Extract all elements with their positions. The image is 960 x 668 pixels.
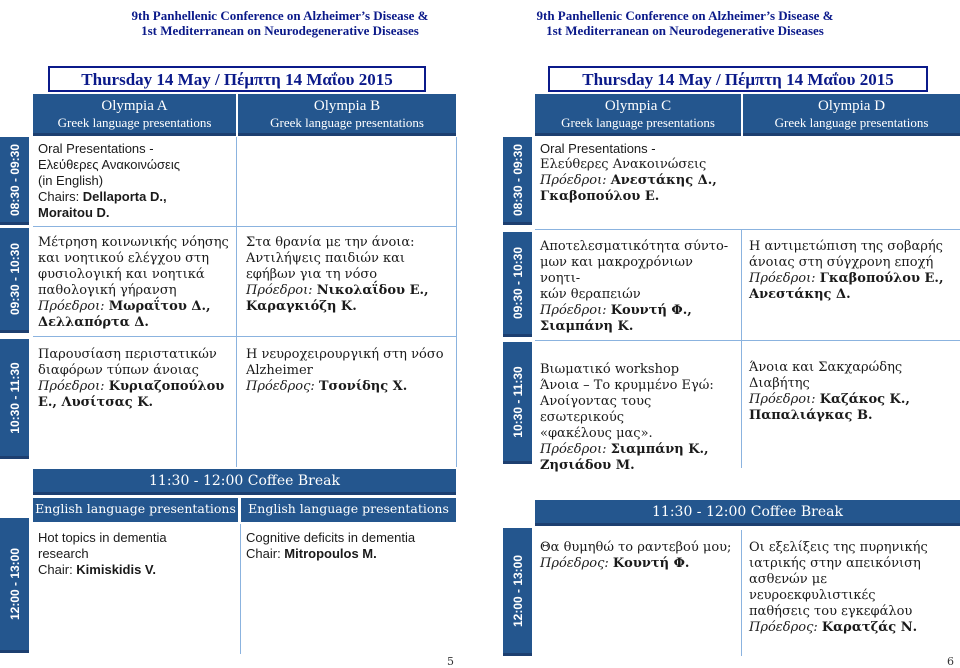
session-oral-presentations-english (33, 139, 235, 225)
day-header-right: Thursday 14 May / Πέμπτη 14 Μαΐου 2015 (548, 66, 928, 92)
chair-label: Πρόεδρος: (749, 620, 822, 635)
time-slot-0930 (503, 232, 532, 337)
session-title: Oral Presentations - (540, 141, 656, 156)
session-title: Άνοια – Το κρυμμένο Εγώ: (540, 378, 714, 393)
chair-names: Ανεστάκης Δ. (749, 287, 851, 302)
chair-label: Chairs: (38, 189, 83, 204)
session-title: και νοητικού ελέγχου στη (38, 251, 209, 266)
time-label: 10:30 - 11:30 (510, 365, 525, 438)
time-label: 12:00 - 13:00 (510, 554, 525, 627)
room-name: Olympia B (313, 98, 381, 114)
session-dementia-diabetes (744, 358, 960, 463)
day-header-left: Thursday 14 May / Πέμπτη 14 Μαΐου 2015 (48, 66, 426, 92)
time-label: 08:30 - 09:30 (510, 143, 525, 216)
chair-names: Καρατζάς Ν. (821, 620, 918, 635)
session-cognitive-therapies (535, 237, 740, 337)
session-title: Η νευροχειρουργική στη νόσο (246, 347, 444, 362)
session-title: ιατρικής στην απεικόνιση (749, 556, 921, 571)
chair-names: Moraitou D. (38, 205, 110, 220)
chair-names: Καραγκιόζη Κ. (246, 299, 357, 314)
session-title: Alzheimer (246, 363, 313, 378)
room-name: Olympia A (101, 98, 168, 114)
coffee-break-left: 11:30 - 12:00 Coffee Break (33, 469, 456, 495)
chair-names: Dellaporta D., (82, 189, 167, 204)
session-title: Μέτρηση κοινωνικής νόησης (38, 235, 229, 250)
session-severe-dementia (744, 237, 960, 337)
session-title: research (38, 546, 89, 561)
session-title: άνοιας στη σύγχρονη εποχή (749, 255, 934, 270)
session-title: κών θεραπειών (540, 287, 641, 302)
session-workshop (535, 360, 740, 473)
chair-names: Νικολαΐδου Ε., (316, 283, 429, 298)
time-slot-0830 (0, 137, 29, 225)
chair-names: Σιαμπάνη Κ. (540, 319, 634, 334)
session-title: «φακέλους μας». (540, 426, 653, 441)
chair-names: Γκαβοπούλου Ε. (540, 189, 660, 204)
conference-title-left (60, 8, 500, 38)
chair-label: Chair: (38, 562, 77, 577)
session-oral-presentations-greek (535, 139, 955, 227)
time-slot-1030 (503, 342, 532, 464)
time-label: 10:30 - 11:30 (7, 361, 22, 434)
session-title: φυσιολογική και νοητικά (38, 267, 205, 282)
chair-label: Chair: (246, 546, 285, 561)
grid-divider (236, 137, 237, 467)
session-dementia-school (241, 233, 455, 335)
session-title: Cognitive deficits in dementia (246, 530, 416, 545)
english-header-a: English language presentations (33, 498, 238, 522)
chair-names: Ανεστάκης Δ., (610, 173, 717, 188)
time-slot-1200 (0, 518, 29, 653)
chair-label: Πρόεδροι: (38, 379, 109, 394)
chair-label: Πρόεδροι: (540, 173, 611, 188)
chair-names: Παπαλιάγκας Β. (749, 408, 873, 423)
session-title: ασθενών με νευροεκφυλιστικές (749, 572, 876, 603)
chair-names: Σιαμπάνη Κ., (610, 442, 709, 457)
session-title: Άνοια και Σακχαρώδης (749, 360, 903, 375)
grid-divider (535, 340, 960, 341)
room-header-olympia-d (743, 94, 960, 136)
time-slot-1030 (0, 339, 29, 459)
session-title: Ελεύθερες Ανακοινώσεις (38, 157, 180, 172)
time-label: 09:30 - 10:30 (7, 242, 22, 316)
chair-label: Πρόεδρος: (540, 556, 613, 571)
session-title: Βιωματικό workshop (540, 362, 680, 377)
chair-label: Πρόεδροι: (540, 442, 611, 457)
chair-names: Kimiskidis V. (76, 562, 157, 577)
room-name: Olympia D (817, 98, 886, 114)
time-label: 09:30 - 10:30 (510, 246, 525, 320)
coffee-break-right: 11:30 - 12:00 Coffee Break (535, 500, 960, 526)
session-neurosurgery-alzheimer (241, 345, 455, 435)
session-title: Oral Presentations - (38, 141, 154, 156)
chair-names: Γκαβοπούλου Ε., (819, 271, 944, 286)
room-header-olympia-b (238, 94, 456, 136)
conference-line1: 9th Panhellenic Conference on Alzheimer’s Disease & (131, 8, 429, 23)
session-remember-appointment (535, 538, 740, 648)
session-title: μων και μακροχρόνιων νοητι- (540, 255, 693, 286)
room-language: Greek language presentations (774, 115, 929, 130)
session-title: Στα θρανία με την άνοια: (246, 235, 415, 250)
chair-names: Μωραΐτου Δ., (108, 299, 211, 314)
page-number-left: 5 (447, 655, 454, 668)
session-cognitive-deficits (241, 528, 456, 598)
grid-divider (535, 229, 960, 230)
session-title: Αντιλήψεις παιδιών και (246, 251, 406, 266)
conference-title-right (500, 8, 870, 38)
chair-names: Ε., Λυσίτσας Κ. (38, 395, 154, 410)
time-slot-0930 (0, 228, 29, 333)
chair-names: Καζάκος Κ., (819, 392, 910, 407)
session-title: (in English) (38, 173, 104, 188)
english-header-b: English language presentations (241, 498, 456, 522)
grid-divider (33, 336, 457, 337)
session-title: διαφόρων τύπων άνοιας (38, 363, 199, 378)
session-hot-topics (33, 528, 238, 598)
room-language: Greek language presentations (270, 115, 424, 130)
room-header-olympia-c (535, 94, 741, 136)
time-slot-1200 (503, 528, 532, 656)
conference-line2: 1st Mediterranean on Neurodegenerative Diseases (546, 23, 824, 38)
session-title: παθήσεις του εγκεφάλου (749, 604, 913, 619)
room-language: Greek language presentations (561, 115, 715, 130)
session-title: Θα θυμηθώ το ραντεβού μου; (540, 540, 732, 555)
time-label: 08:30 - 09:30 (7, 143, 22, 216)
conference-line2: 1st Mediterranean on Neurodegenerative Diseases (141, 23, 419, 38)
session-title: Οι εξελίξεις της πυρηνικής (749, 540, 928, 555)
chair-names: Κυριαζοπούλου (108, 379, 225, 394)
grid-divider (741, 530, 742, 656)
grid-divider (456, 137, 457, 467)
session-title: παθολογική γήρανση (38, 283, 177, 298)
session-title: Αποτελεσματικότητα σύντο- (540, 239, 729, 254)
chair-names: Τσονίδης Χ. (318, 379, 408, 394)
session-title: Ελεύθερες Ανακοινώσεις (540, 157, 707, 172)
page-number-right: 6 (947, 655, 954, 668)
grid-divider (33, 226, 457, 227)
chair-label: Πρόεδρος: (246, 379, 319, 394)
room-name: Olympia C (604, 98, 672, 114)
conference-line1: 9th Panhellenic Conference on Alzheimer’s Disease & (536, 8, 834, 23)
session-social-cognition (33, 233, 235, 335)
chair-label: Πρόεδροι: (749, 271, 820, 286)
room-language: Greek language presentations (57, 115, 212, 130)
session-title: Παρουσίαση περιστατικών (38, 347, 217, 362)
chair-names: Mitropoulos M. (284, 546, 377, 561)
grid-divider (741, 230, 742, 468)
chair-names: Κουντή Φ. (612, 556, 690, 571)
chair-names: Ζησιάδου Μ. (540, 458, 635, 473)
chair-names: Κουντή Φ., (610, 303, 692, 318)
chair-label: Πρόεδροι: (540, 303, 611, 318)
session-title: Η αντιμετώπιση της σοβαρής (749, 239, 943, 254)
session-title: Hot topics in dementia (38, 530, 167, 545)
session-title: Ανοίγοντας τους εσωτερικούς (540, 394, 652, 425)
session-title: Διαβήτης (749, 376, 810, 391)
time-label: 12:00 - 13:00 (7, 547, 22, 621)
time-slot-0830 (503, 137, 532, 225)
room-header-olympia-a (33, 94, 236, 136)
session-case-presentations (33, 345, 235, 435)
session-title: εφήβων για τη νόσο (246, 267, 378, 282)
chair-label: Πρόεδροι: (749, 392, 820, 407)
chair-names: Δελλαπόρτα Δ. (38, 315, 149, 330)
chair-label: Πρόεδροι: (38, 299, 109, 314)
session-nuclear-medicine (744, 538, 960, 648)
chair-label: Πρόεδροι: (246, 283, 317, 298)
